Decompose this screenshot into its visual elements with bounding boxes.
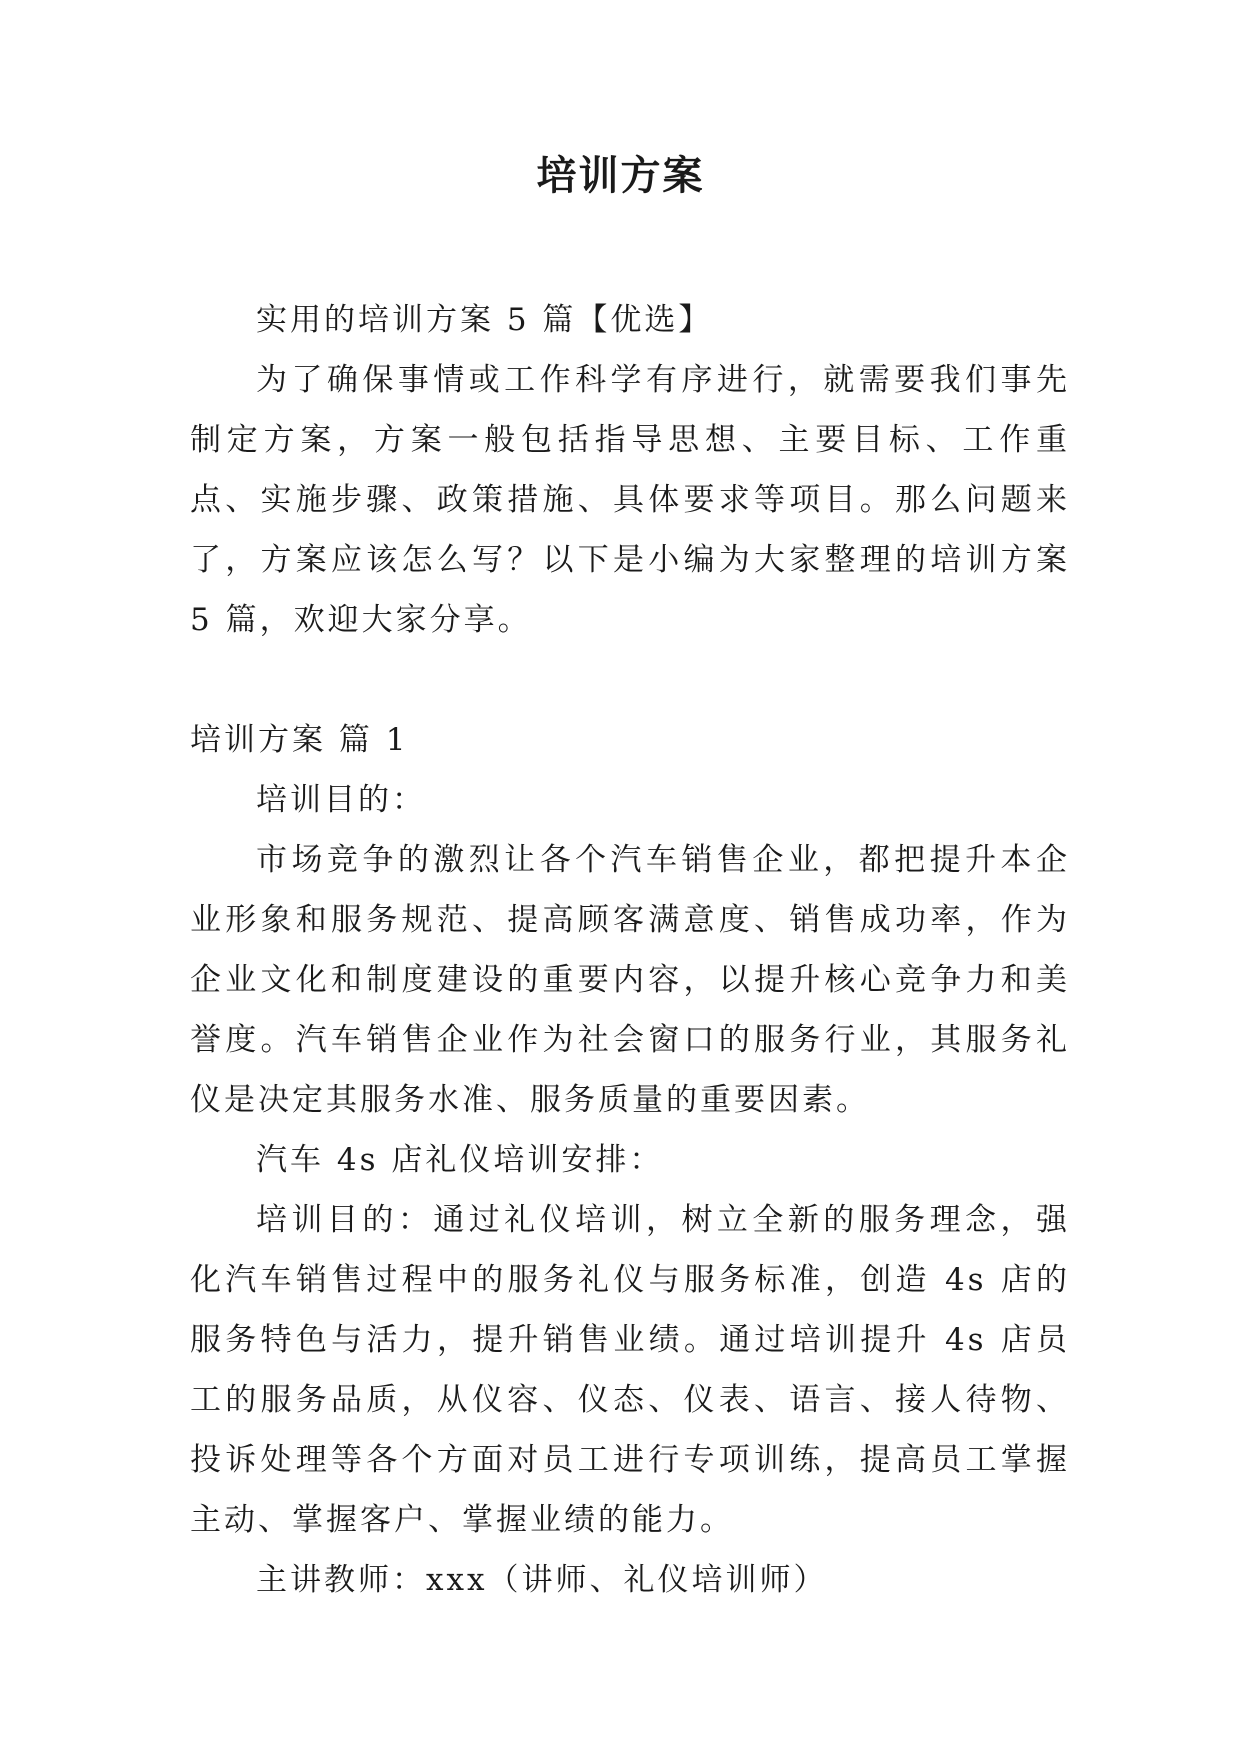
document-body: [190, 290, 1070, 1610]
purpose-label: 培训目的：: [256, 782, 426, 818]
arrangement-label: 汽车 4s 店礼仪培训安排：: [256, 1142, 664, 1178]
section-spacer: [190, 650, 1070, 710]
arrangement-paragraph: 培训目的：通过礼仪培训，树立全新的服务理念，强化汽车销售过程中的服务礼仪与服务标准，创造 4s 店的服务特色与活力，提升销售业绩。通过培训提升 4s 店员工的服务品质，从仪容、仪态、仪表、语言、接人待物、投诉处理等各个方面对员工进行专项训练，提高员工掌握主动、掌握客户、掌握业绩的能力。: [190, 1202, 1070, 1538]
intro-paragraph: 为了确保事情或工作科学有序进行，就需要我们事先制定方案，方案一般包括指导思想、主要目标、工作重点、实施步骤、政策措施、具体要求等项目。那么问题来了，方案应该怎么写？以下是小编为大家整理的培训方案 5 篇，欢迎大家分享。: [190, 362, 1070, 638]
section-heading: 培训方案 篇 1: [190, 722, 409, 758]
document-title: 培训方案: [536, 153, 705, 199]
purpose-paragraph: 市场竞争的激烈让各个汽车销售企业，都把提升本企业形象和服务规范、提高顾客满意度、销售成功率，作为企业文化和制度建设的重要内容，以提升核心竞争力和美誉度。汽车销售企业作为社会窗口的服务行业，其服务礼仪是决定其服务水准、服务质量的重要因素。: [190, 842, 1070, 1118]
teacher-line: 主讲教师：xxx（讲师、礼仪培训师）: [256, 1562, 828, 1598]
document-subtitle: 实用的培训方案 5 篇【优选】: [256, 302, 713, 338]
